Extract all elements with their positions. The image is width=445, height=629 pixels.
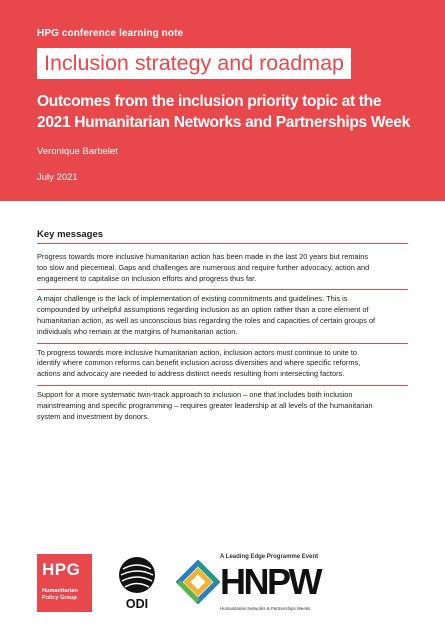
hpg-logo-name — [42, 588, 90, 602]
message-line: compounded by unhelpful assumptions regarding inclusion as an option rather than a core element of — [37, 305, 369, 315]
series-label: HPG conference learning note — [37, 28, 184, 39]
message-line: Support for a more systematic twin-track approach to inclusion – one that includes both inclusion — [37, 389, 353, 399]
message-line: too slow and piecemeal. Gaps and challenges are numerous and require further advocacy, action and — [37, 262, 370, 272]
hnpw-mark-icon — [176, 560, 220, 604]
hnpw-tagline: A Leading Edge Programme Event — [220, 554, 319, 560]
hpg-logo-abbr: HPG — [42, 560, 81, 579]
subtitle-line: 2021 Humanitarian Networks and Partnerships Week — [37, 114, 410, 131]
hpg-logo — [37, 554, 92, 612]
partner-logos — [37, 554, 408, 616]
hpg-logo-line: Policy Group — [42, 595, 77, 601]
cover-header — [0, 0, 445, 201]
key-message — [37, 344, 408, 386]
message-line: actions and advocacy are needed to address distinct needs resulting from intersecting factors. — [37, 369, 345, 379]
author-name: Veronique Barbelet — [37, 146, 118, 157]
message-line: engagement to capitalise on inclusion efforts and progress thus far. — [37, 273, 257, 283]
message-line: individuals who remain at the margins of humanitarian action. — [37, 326, 238, 336]
message-line: system and investment by donors. — [37, 411, 150, 421]
subtitle-line: Outcomes from the inclusion priority topic at the — [37, 93, 382, 110]
key-messages-list — [37, 248, 408, 427]
key-message — [37, 386, 408, 427]
odi-logo — [115, 555, 159, 613]
hnpw-logo-name: Humanitarian Networks & Partnerships Weeks — [220, 606, 311, 611]
document-title: Inclusion strategy and roadmap — [37, 48, 351, 79]
document-subtitle — [37, 91, 437, 133]
odi-globe-icon — [115, 555, 159, 595]
heading-divider — [37, 243, 408, 244]
publication-date: July 2021 — [37, 172, 78, 183]
key-messages-heading: Key messages — [37, 229, 104, 240]
message-line: mainstreaming and specific programming – requires greater leadership at all levels of the humanitarian — [37, 400, 373, 410]
odi-logo-text: ODI — [125, 597, 149, 611]
key-message — [37, 290, 408, 343]
hpg-logo-line: Humanitarian — [42, 588, 78, 594]
message-line: Progress towards more inclusive humanitarian action has been made in the last 20 years but remains — [37, 252, 369, 261]
message-line: identify where common reforms can benefit inclusion across diversities and where specific reforms, — [37, 358, 361, 368]
message-line: A major challenge is the lack of implementation of existing commitments and guidelines. This is — [37, 294, 348, 304]
hnpw-logo-abbr: HNPW — [220, 561, 320, 602]
key-message — [37, 248, 408, 290]
message-line: To progress towards more inclusive humanitarian action, inclusion actors must continue to unite to — [37, 347, 358, 357]
message-line: humanitarian action, as well as unconscious bias regarding the roles and capacities of certain groups of — [37, 315, 376, 325]
